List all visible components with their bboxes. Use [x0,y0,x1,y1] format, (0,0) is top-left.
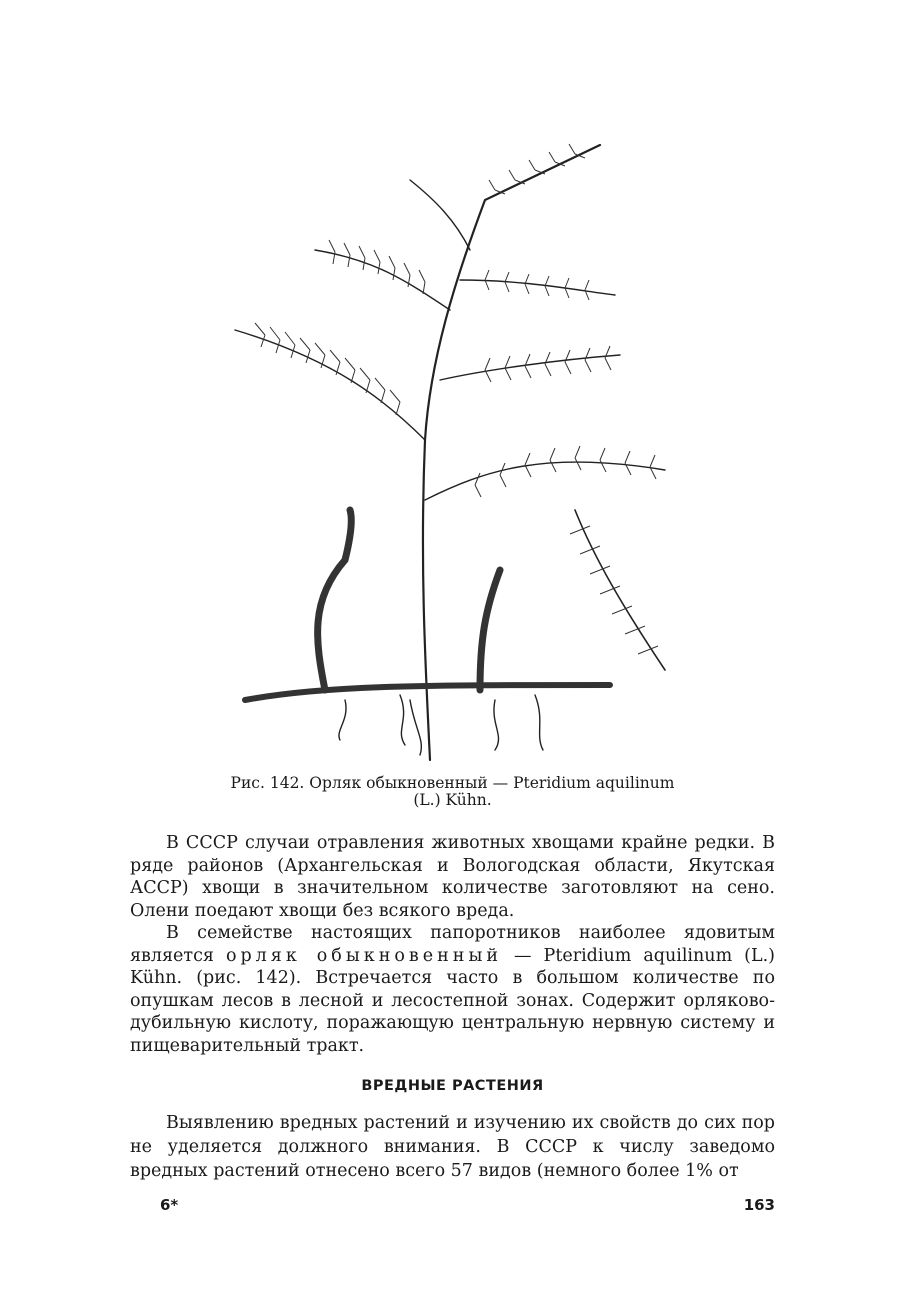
paragraph-2-end: — Pteridium aquilinum (L.) Kühn. (рис. 142). Встречается часто в большом количестве по опушкам лесов в лесной и лесостепной зонах. Содержит орляково-дубильную кислоту, поражающую центральную нервную систему и пищеварительный тракт. [130,945,775,1056]
section-body [130,1111,775,1183]
spaced-term: орляк обыкновенный [225,945,503,966]
paragraph-2 [130,922,775,1057]
body-text [130,832,775,1057]
fern-illustration [225,140,695,770]
paragraph-2-start: В семействе настоящих папоротников наиболее ядовитым является [130,923,775,966]
signature-mark: 6* [160,1196,179,1214]
figure-caption [130,775,775,809]
section-heading: ВРЕДНЫЕ РАСТЕНИЯ [361,1078,544,1094]
paragraph-1: В СССР случаи отравления животных хвощами крайне редки. В ряде районов (Архангельская и Вологодская области, Якутская АССР) хвощи в значительном количестве заготовляют на сено. Олени поедают хвощи без всякого вреда. [130,833,775,921]
figure-caption-line-1: Рис. 142. Орляк обыкновенный — Pteridium aquilinum [230,774,675,792]
fern-drawing [225,140,695,770]
figure-caption-line-2: (L.) Kühn. [413,791,492,809]
section-paragraph-1: Выявлению вредных растений и изучению их свойств до сих пор не уделяется должного внимания. В СССР к числу заведомо вредных растений отнесено всего 57 видов (немного более 1% от [130,1113,775,1181]
page-number: 163 [743,1196,775,1214]
